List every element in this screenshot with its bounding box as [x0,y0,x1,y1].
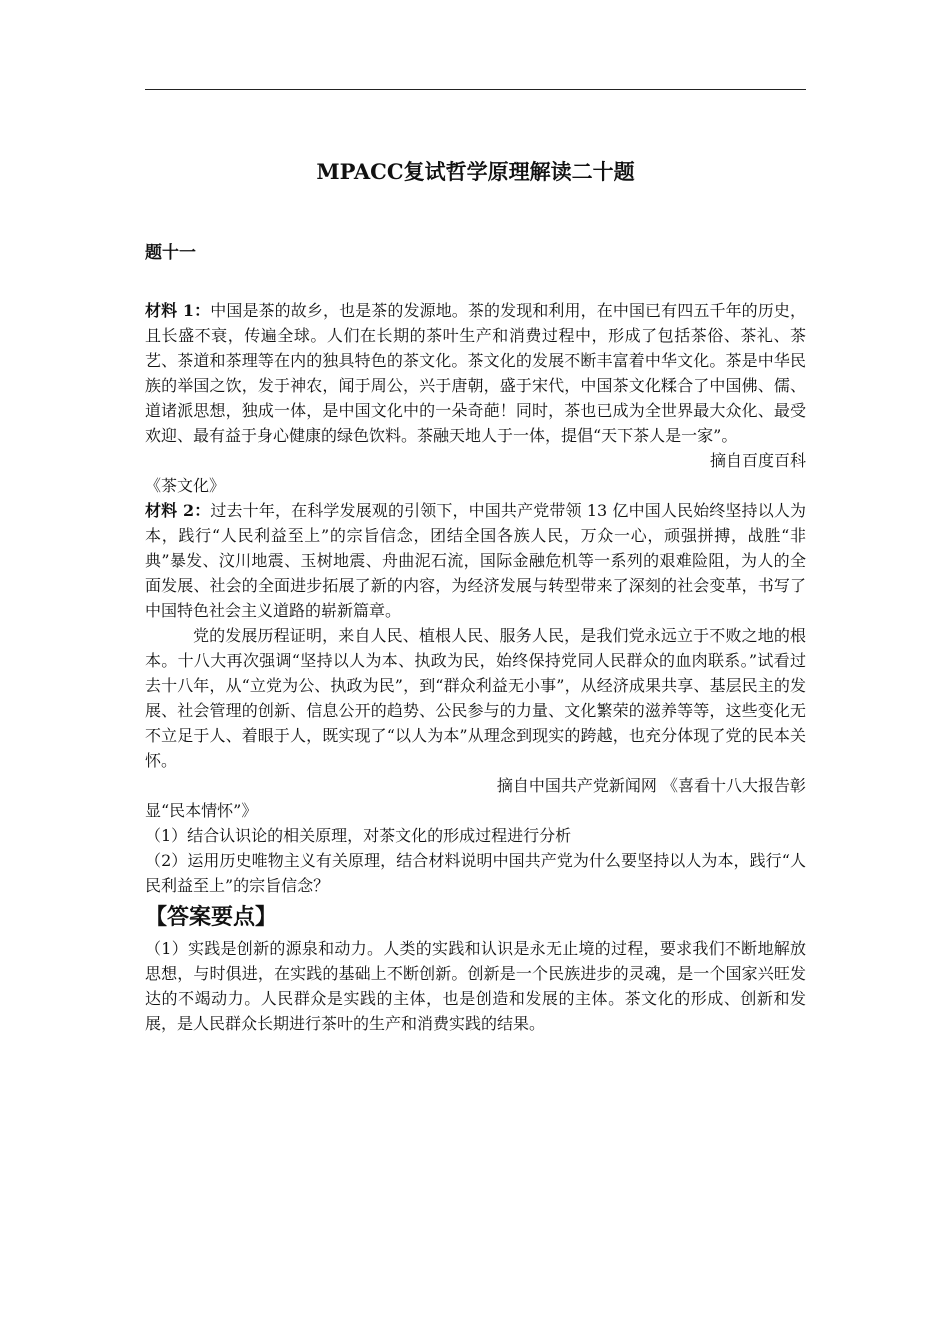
material-2-paragraph [145,498,806,623]
material-2-text: 过去十年，在科学发展观的引领下，中国共产党带领 13 亿中国人民始终坚持以人为本，践行“人民利益至上”的宗旨信念，团结全国各族人民，万众一心，顽强拼搏，战胜“非典”暴发、汶川地震、玉树地震、舟曲泥石流，国际金融危机等一系列的艰难险阻，为人的全面发展、社会的全面进步拓展了新的内容，为经济发展与转型带来了深刻的社会变革，书写了中国特色社会主义道路的崭新篇章。 [145,501,806,620]
material-2-source-cont: 显“民本情怀”》 [145,801,258,820]
answer-heading: 【答案要点】 [145,904,278,930]
answer-1: （1）实践是创新的源泉和动力。人类的实践和认识是永无止境的过程，要求我们不断地解放思想，与时俱进，在实践的基础上不断创新。创新是一个民族进步的灵魂，是一个国家兴旺发达的不竭动力。人民群众是实践的主体，也是创造和发展的主体。茶文化的形成、创新和发展，是人民群众长期进行茶叶的生产和消费实践的结果。 [145,939,806,1033]
material-2-paragraph-2: 党的发展历程证明，来自人民、植根人民、服务人民，是我们党永远立于不败之地的根本。十八大再次强调“坚持以人为本、执政为民，始终保持党同人民群众的血肉联系。”试看过去十八年，从“立党为公、执政为民”，到“群众利益无小事”，从经济成果共享、基层民主的发展、社会管理的创新、信息公开的趋势、公民参与的力量、文化繁荣的滋养等等，这些变化无不立足于人、着眼于人，既实现了“以人为本”从理念到现实的跨越，也充分体现了党的民本关怀。 [145,626,806,770]
section-heading: 题十一 [145,243,196,263]
material-2-label: 材料 2： [145,501,211,520]
question-1: （1）结合认识论的相关原理，对茶文化的形成过程进行分析 [145,826,572,845]
material-2-source: 摘自中国共产党新闻网 《喜看十八大报告彰 [496,776,806,795]
material-1-text: 中国是茶的故乡，也是茶的发源地。茶的发现和利用，在中国已有四五千年的历史，且长盛不衰，传遍全球。人们在长期的茶叶生产和消费过程中，形成了包括茶俗、茶礼、茶艺、茶道和茶理等在内的独具特色的茶文化。茶文化的发展不断丰富着中华文化。茶是中华民族的举国之饮，发于神农，闻于周公，兴于唐朝，盛于宋代，中国茶文化糅合了中国佛、儒、道诸派思想，独成一体，是中国文化中的一朵奇葩！同时，茶也已成为全世界最大众化、最受欢迎、最有益于身心健康的绿色饮料。茶融天地人于一体，提倡“天下茶人是一家”。 [145,301,806,445]
question-2: （2）运用历史唯物主义有关原理，结合材料说明中国共产党为什么要坚持以人为本，践行“人民利益至上”的宗旨信念？ [145,851,806,895]
page-title: MPACC复试哲学原理解读二十题 [316,159,635,184]
material-1-label: 材料 1： [145,301,211,320]
material-1-paragraph [145,298,806,448]
header-rule [145,89,806,90]
material-1-source: 摘自百度百科 [709,451,806,470]
material-1-source-title: 《茶文化》 [145,476,226,495]
document-body [145,298,806,1036]
